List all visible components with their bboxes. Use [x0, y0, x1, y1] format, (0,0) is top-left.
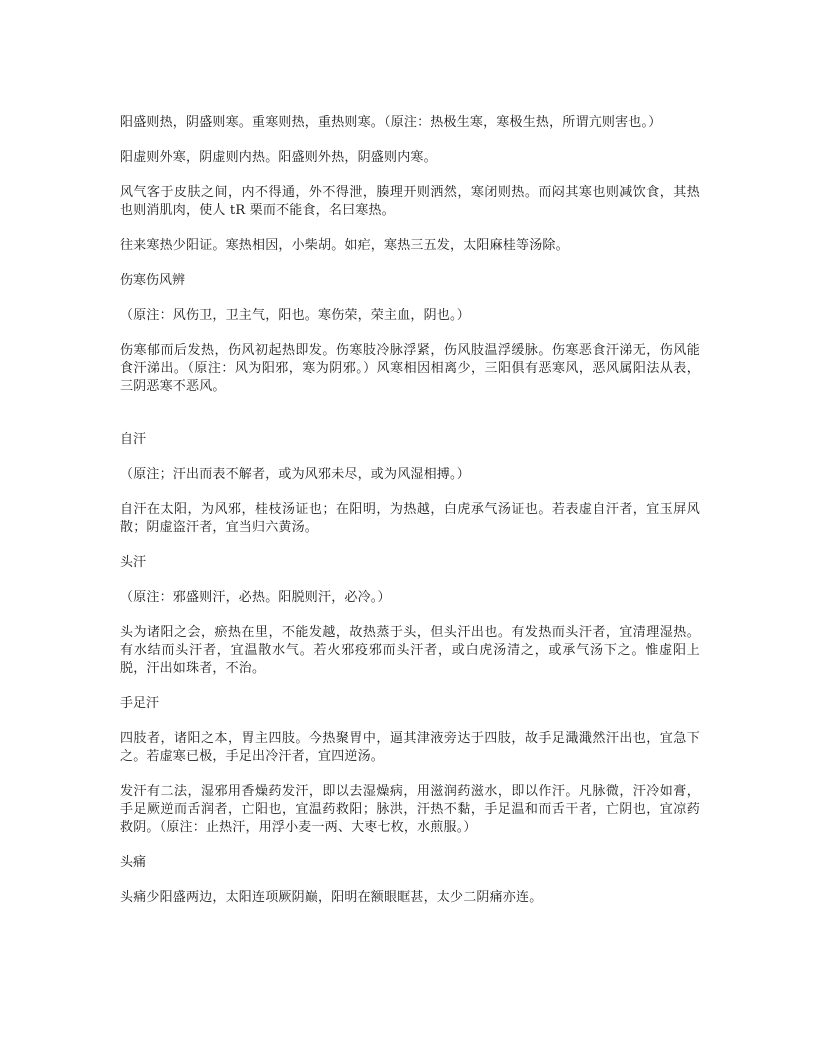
- paragraph-headache: 头痛少阳盛两边，太阳连项厥阴巅，阳明在额眼眶甚，太少二阴痛亦连。: [120, 890, 543, 905]
- paragraph-spontaneous-sweat: 自汗在太阳，为风邪，桂枝汤证也；在阳明，为热越，白虎承气汤证也。若表虚自汗者，宜玉屏风散；阴虚盗汗者，宜当归六黄汤。: [120, 502, 700, 535]
- paragraph-wind-qi: 风气客于皮肤之间，内不得通，外不得泄，腠理开则洒然，寒闭则热。而闷其寒也则减饮食，其热也则消肌肉，使人 tR 栗而不能食，名曰寒热。: [120, 185, 700, 218]
- section-heading-cold-wind-distinction: 伤寒伤风辨: [120, 273, 186, 288]
- paragraph-hand-foot-sweat: 四肢者，诸阳之本，胃主四肢。今热聚胃中，逼其津液旁达于四肢，故手足濈濈然汗出也，宜急下之。若虚寒已极，手足出冷汗者，宜四逆汤。: [120, 731, 700, 764]
- paragraph-deficiency-cold-heat: 阳虚则外寒，阴虚则内热。阳盛则外热，阴盛则内寒。: [120, 150, 437, 165]
- section-heading-hand-foot-sweat: 手足汗: [120, 696, 160, 711]
- annotation-cold-wind: （原注：风伤卫，卫主气，阳也。寒伤荣，荣主血，阴也。）: [120, 308, 470, 323]
- document-page: [120, 114, 700, 924]
- section-heading-spontaneous-sweat: 自汗: [120, 432, 147, 447]
- section-heading-headache: 头痛: [120, 855, 147, 870]
- paragraph-alternating-chills: 往来寒热少阳证。寒热相因，小柴胡。如疟，寒热三五发，太阳麻桂等汤除。: [120, 238, 569, 253]
- section-heading-head-sweat: 头汗: [120, 555, 147, 570]
- paragraph-head-sweat: 头为诸阳之会，瘀热在里，不能发越，故热蒸于头，但头汗出也。有发热而头汗者，宜清理湿热。有水结而头汗者，宜温散水气。若火邪疫邪而头汗者，或白虎汤清之，或承气汤下之。惟虚阳上脱，汗出如珠者，不治。: [120, 625, 700, 676]
- annotation-head-sweat: （原注：邪盛则汗，必热。阳脱则汗，必冷。）: [120, 590, 391, 605]
- paragraph-two-sweating-methods: 发汗有二法，湿邪用香燥药发汗，即以去湿燥病，用滋润药滋水，即以作汗。凡脉微，汗冷如膏，手足厥逆而舌润者，亡阳也，宜温药救阳；脉洪，汗热不黏，手足温和而舌干者，亡阴也，宜凉药救阴。（原注：止热汗，用浮小麦一两、大枣七枚，水煎服。）: [120, 784, 700, 835]
- paragraph-yin-yang-heat-cold: 阳盛则热，阴盛则寒。重寒则热，重热则寒。（原注：热极生寒，寒极生热，所谓亢则害也。）: [120, 115, 662, 130]
- paragraph-cold-wind-distinction: 伤寒郁而后发热，伤风初起热即发。伤寒肢冷脉浮紧，伤风肢温浮缓脉。伤寒恶食汗涕无，伤风能食汗涕出。（原注：风为阳邪，寒为阴邪。）风寒相因相离少，三阳俱有恶寒风，恶风属阳法从表，三阴恶寒不恶风。: [120, 343, 700, 394]
- annotation-spontaneous-sweat: （原注；汗出而表不解者，或为风邪未尽，或为风湿相搏。）: [120, 467, 470, 482]
